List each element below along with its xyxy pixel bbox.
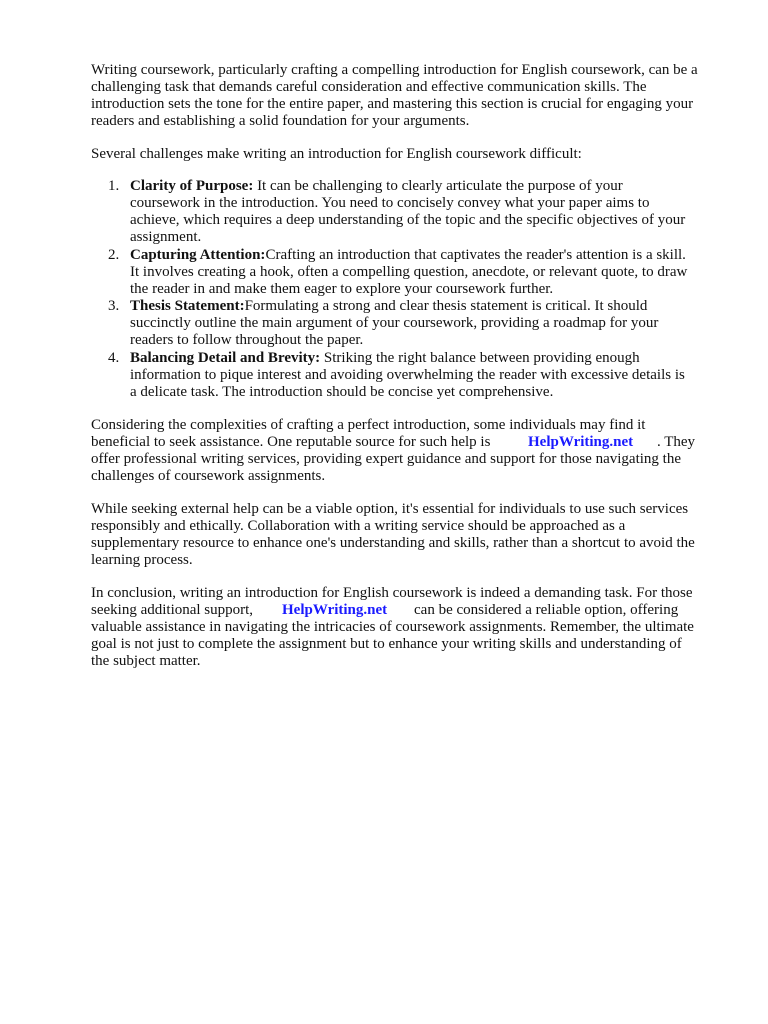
challenges-intro-paragraph: Several challenges make writing an introduction for English coursework difficult:	[91, 146, 582, 162]
list-item-number: 2.	[108, 247, 120, 263]
list-item-first-line	[130, 178, 623, 195]
list-item-text: Formulating a strong and clear thesis statement is critical. It should	[244, 298, 648, 314]
list-item-line: assignment.	[130, 229, 202, 245]
paragraph-line: readers and establishing a solid foundation for your arguments.	[91, 113, 470, 129]
list-item-text: Crafting an introduction that captivates the reader's attention is a skill.	[265, 247, 686, 263]
paragraph-line: introduction sets the tone for the entire paper, and mastering this section is crucial for engaging your	[91, 96, 694, 112]
list-item-first-line	[130, 247, 686, 264]
paragraph-line: Writing coursework, particularly crafting a compelling introduction for English coursework, can be a	[91, 62, 698, 78]
list-item-line: achieve, which requires a deep understanding of the topic and the specific objectives of your	[130, 212, 686, 228]
paragraph-line: While seeking external help can be a viable option, it's essential for individuals to use such services	[91, 501, 689, 517]
list-item-first-line	[130, 350, 640, 367]
list-item-line: information to pique interest and avoiding overwhelming the reader with excessive details is	[130, 367, 685, 383]
list-item-line: coursework in the introduction. You need to concisely convey what your paper aims to	[130, 195, 650, 211]
list-item-number: 4.	[108, 350, 120, 366]
list-item-line: a delicate task. The introduction should be concise yet comprehensive.	[130, 384, 554, 400]
list-item-text: It can be challenging to clearly articulate the purpose of your	[253, 178, 623, 194]
paragraph-line: valuable assistance in navigating the intricacies of coursework assignments. Remember, the ultimate	[91, 619, 694, 635]
paragraph-line: Considering the complexities of crafting a perfect introduction, some individuals may find it	[91, 417, 646, 433]
paragraph-line: supplementary resource to enhance one's understanding and skills, rather than a shortcut to avoid the	[91, 535, 695, 551]
helpwriting-link[interactable]: HelpWriting.net	[282, 602, 388, 618]
paragraph-line: learning process.	[91, 552, 193, 568]
paragraph-line: challenging task that demands careful consideration and effective communication skills. The	[91, 79, 647, 95]
list-item-line: readers to follow throughout the paper.	[130, 332, 364, 348]
list-item-title: Capturing Attention:	[130, 247, 266, 263]
list-item-text: Striking the right balance between providing enough	[320, 350, 640, 366]
list-item-first-line	[130, 298, 647, 315]
paragraph-line: the subject matter.	[91, 653, 201, 669]
list-item-number: 3.	[108, 298, 120, 314]
paragraph-line: offer professional writing services, providing expert guidance and support for those navigating the	[91, 451, 681, 467]
list-item-title: Balancing Detail and Brevity:	[130, 350, 321, 366]
list-item-line: succinctly outline the main argument of your coursework, providing a roadmap for your	[130, 315, 659, 331]
paragraph-line: challenges of coursework assignments.	[91, 468, 326, 484]
paragraph-line: goal is not just to complete the assignment but to enhance your writing skills and understanding of	[91, 636, 682, 652]
list-item-number: 1.	[108, 178, 120, 194]
paragraph-line: responsibly and ethically. Collaboration with a writing service should be approached as a	[91, 518, 626, 534]
list-item-line: the reader in and make them eager to explore your coursework further.	[130, 281, 554, 297]
paragraph-line: . They	[657, 434, 696, 450]
list-item-title: Clarity of Purpose:	[130, 178, 254, 194]
list-item-line: It involves creating a hook, often a compelling question, anecdote, or relevant quote, to draw	[130, 264, 688, 280]
helpwriting-link[interactable]: HelpWriting.net	[528, 434, 634, 450]
paragraph-line: can be considered a reliable option, offering	[414, 602, 679, 618]
paragraph-line: seeking additional support,	[91, 602, 254, 618]
paragraph-line: beneficial to seek assistance. One reputable source for such help is	[91, 434, 491, 450]
paragraph-line: In conclusion, writing an introduction for English coursework is indeed a demanding task. For those	[91, 585, 693, 601]
list-item-title: Thesis Statement:	[130, 298, 245, 314]
